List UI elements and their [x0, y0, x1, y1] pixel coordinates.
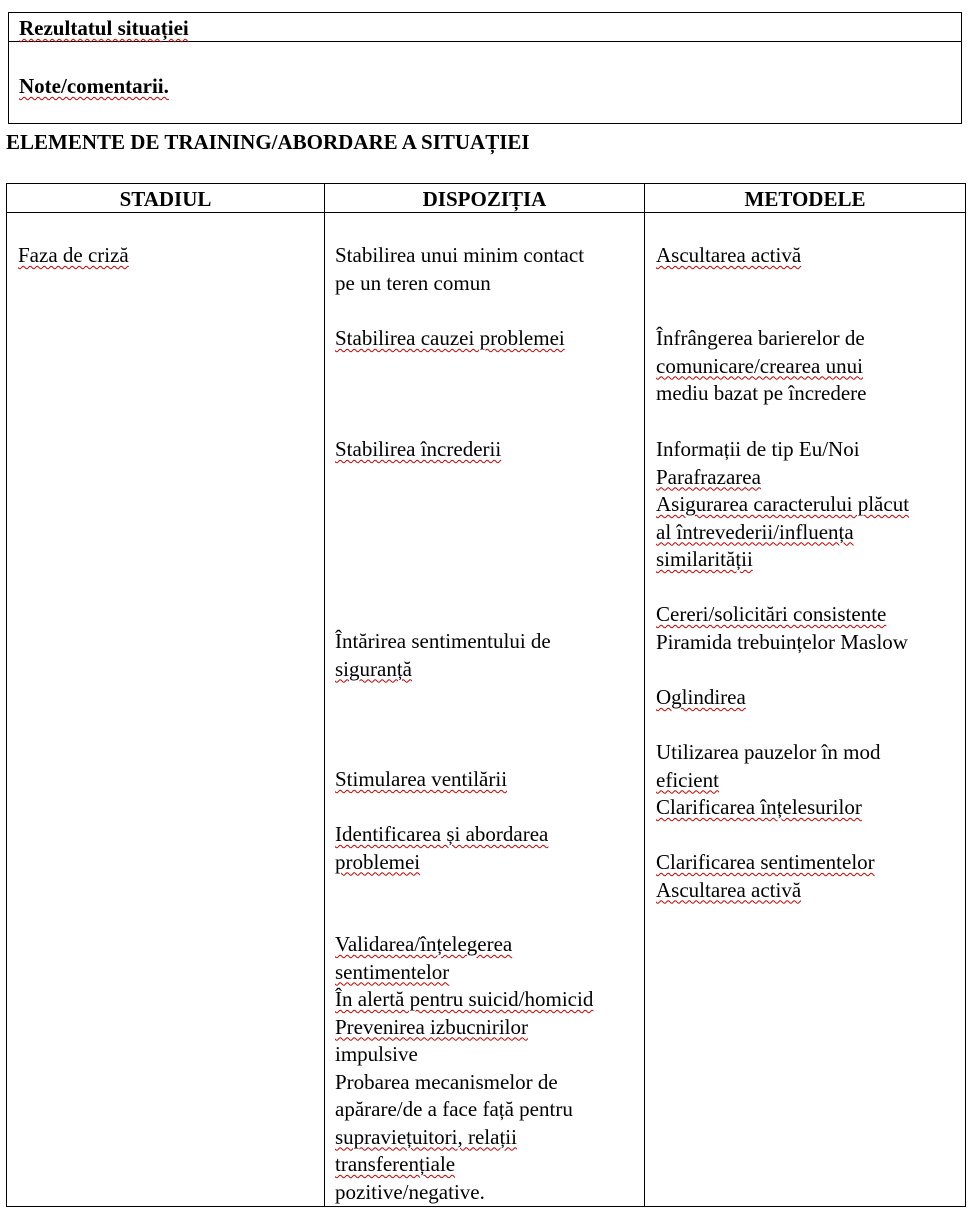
result-row [9, 13, 961, 42]
text-line: Utilizarea pauzelor în mod [656, 740, 881, 764]
text-line: Ascultarea activă [656, 243, 802, 267]
text-line: comunicare/crearea unui [656, 353, 863, 378]
text-line: eficient [656, 767, 719, 792]
text-line: Stimularea ventilării [335, 767, 508, 791]
text-line: Stabilirea cauzei problemei [335, 326, 565, 350]
text-line: Stabilirea unui minim contact [335, 243, 585, 267]
dispozitia-item [335, 325, 565, 353]
text-line: Ascultarea activă [656, 877, 802, 902]
header-stadiul: STADIUL [119, 187, 212, 211]
header-dispozitia: DISPOZIȚIA [422, 187, 547, 211]
notes-row [9, 42, 961, 99]
header-metodele: METODELE [744, 187, 866, 211]
text-line: Identificarea și abordarea [335, 822, 549, 846]
result-label: Rezultatul situației [19, 16, 189, 40]
metodele-item [656, 601, 908, 656]
text-line: Asigurarea caracterului plăcut [656, 492, 910, 516]
metodele-item [656, 325, 866, 408]
dispozitia-item [335, 436, 501, 464]
text-line: apărare/de a face față pentru [335, 1097, 573, 1121]
text-line: al întrevederii/influența [656, 519, 854, 544]
metodele-item [656, 684, 746, 712]
text-line: Prevenirea izbucnirilor [335, 1014, 528, 1039]
text-line: pe un teren comun [335, 270, 491, 295]
text-line: siguranță [335, 656, 412, 681]
text-line: problemei [335, 849, 421, 874]
text-line: transferențiale [335, 1152, 456, 1176]
column-divider [644, 184, 645, 1206]
dispozitia-item [335, 931, 593, 1206]
text-line: Întărirea sentimentului de [335, 629, 551, 653]
metodele-item [656, 739, 881, 822]
dispozitia-item [335, 821, 548, 876]
text-line: similarității [656, 547, 753, 571]
notes-label: Note/comentarii. [19, 74, 169, 98]
dispozitia-item [335, 628, 551, 683]
stadiul-text: Faza de criză [18, 243, 129, 267]
dispozitia-item [335, 242, 584, 297]
text-line: Cereri/solicitări consistente [656, 602, 887, 626]
text-line: Înfrângerea barierelor de [656, 326, 865, 350]
text-line: În alertă pentru suicid/homicid [335, 987, 594, 1011]
text-line: Stabilirea încrederii [335, 437, 502, 461]
text-line: Validarea/înțelegerea [335, 932, 513, 956]
training-table [6, 183, 966, 1207]
metodele-item [656, 436, 909, 574]
text-line: mediu bazat pe încredere [656, 381, 867, 405]
metodele-item [656, 849, 875, 904]
text-line: Clarificarea sentimentelor [656, 850, 875, 874]
stadiul-cell [18, 242, 129, 270]
text-line: supraviețuitori, relații [335, 1124, 517, 1149]
column-divider [324, 184, 325, 1206]
text-line: sentimentelor [335, 959, 450, 984]
text-line: impulsive [335, 1042, 418, 1066]
text-line: Oglindirea [656, 685, 746, 709]
section-heading: ELEMENTE DE TRAINING/ABORDARE A SITUAȚIEI [6, 130, 530, 154]
result-notes-box [8, 12, 962, 124]
text-line: Probarea mecanismelor de [335, 1069, 558, 1094]
text-line: Informații de tip Eu/Noi [656, 437, 860, 461]
dispozitia-item [335, 766, 507, 794]
header-divider [7, 212, 965, 213]
text-line: Piramida trebuințelor Maslow [656, 629, 908, 654]
text-line: Parafrazarea [656, 464, 761, 489]
text-line: Clarificarea înțelesurilor [656, 795, 862, 819]
text-line: pozitive/negative. [335, 1179, 485, 1204]
metodele-item [656, 242, 801, 270]
